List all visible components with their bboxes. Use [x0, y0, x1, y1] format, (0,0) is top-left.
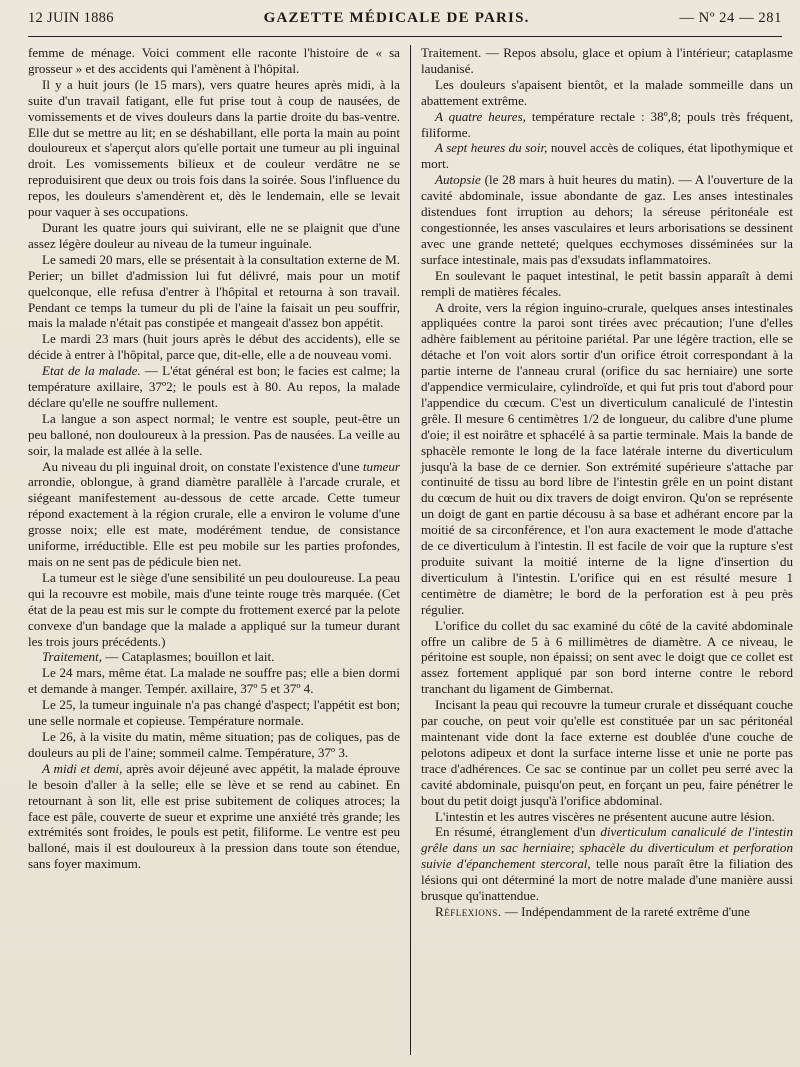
paragraph: A sept heures du soir, nouvel accès de coliques, état lipothymique et mort. [421, 140, 793, 172]
paragraph: En soulevant le paquet intestinal, le petit bassin apparaît à demi rempli de matières fécales. [421, 267, 793, 299]
paragraph: L'intestin et les autres viscères ne présentent aucune autre lésion. [435, 808, 775, 824]
paragraph: femme de ménage. Voici comment elle raconte l'histoire de « sa grosseur » et des accidents qui l'amènent à l'hôpital. [28, 45, 400, 76]
paragraph: Autopsie (le 28 mars à huit heures du matin). — A l'ouverture de la cavité abdominale, issue abondante de gaz. Les anses intestinales distendues font irruption au dehors; la séreuse péritonéale est congestionnée, les anses vasculaires et leurs arborisations se dessinent avec une grande netteté; quelques ecchymoses disséminées sur la surface intestinale, mais pas d'exsudats inflammatoires. [421, 172, 793, 267]
journal-title: GAZETTE MÉDICALE DE PARIS. [263, 10, 530, 26]
paragraph: A midi et demi, après avoir déjeuné avec appétit, la malade éprouve le besoin d'aller à la selle; elle se lève et se rend au cabinet. En retournant à son lit, elle est prise subitement de coliques atroces; la face est pâle, couverte de sueur et exprime une anxiété très grande; les extrémités sont froides, le pouls est petit, filiforme. Le ventre est peu balloné, mais il est douloureux à la pression dans toute son étendue, sans foyer maximum. [28, 760, 400, 872]
heading-italic: Etat de la malade. [42, 363, 141, 379]
paragraph: En résumé, étranglement d'un diverticulum canaliculé de l'intestin grêle dans un sac herniaire; sphacèle du diverticulum et perforation suivie d'épanchement stercoral, telle nous paraît être la filiation des lésions qui ont déterminé la mort de notre malade d'une manière aussi brusque qu'inattendue. [421, 824, 793, 904]
paragraph: Réflexions. — Indépendamment de la rareté extrême d'une [435, 903, 750, 919]
paragraph: Le samedi 20 mars, elle se présentait à la consultation externe de M. Perier; un billet d'admission lui fut délivré, mais pour un motif quelconque, elle refusa d'entrer à l'hôpital et retourna à son travail. Pendant ce temps la tumeur du pli de l'aine la faisait un peu souffrir, mais la malade n'était pas constipée et mangeait d'assez bon appétit. [28, 251, 400, 331]
page-header [28, 10, 782, 32]
paragraph: A droite, vers la région inguino-crurale, quelques anses intestinales appliquées contre la paroi sont tirées avec précaution; l'une d'elles adhère faiblement au péritoine pariétal. Par une légère traction, elle se détache et l'on voit alors sortir d'un orifice étroit correspondant à la partie interne de l'anneau crural (orifice du sac herniaire) une sorte d'appendice vermiculaire, cylindroïde, et qui fut pris tout d'abord pour l'appendice du cœcum. C'est un diverticulum canaliculé de l'intestin grêle. Il mesure 6 centimètres 1/2 de longueur, du calibre d'une plume d'oie; il est noirâtre et sphacélé à sa partie terminale. Mais la bande de sphacèle remonte le long de la face latérale interne du diverticulum jusqu'à la base de ce dernier. Son extrémité supérieure s'attache par continuité de tissu au bord libre de l'intestin grêle en un point distant du cœcum de huit ou dix travers de doigt environ. Qu'on se représente un doigt de gant en partie décousu à sa base et adhérant encore par la moitié de sa circonférence, et l'on aura exactement le mode d'attache de ce diverticulum à l'intestin. Il est facile de voir que la rupture s'est produite suivant la moitié interne de la ligne d'insertion du diverticulum à l'intestin. L'orifice qui en est résulté mesure 1 centimètre de diamètre; le bord de la perforation est à peu près régulier. [421, 299, 793, 617]
paragraph: La langue a son aspect normal; le ventre est souple, peut-être un peu balloné, non douloureux à la pression. Pas de nausées. La veille au soir, la malade est allée à la selle. [28, 410, 400, 458]
text-columns [28, 45, 793, 1055]
paragraph: Traitement, — Cataplasmes; bouillon et lait. [42, 649, 275, 665]
paragraph: Les douleurs s'apaisent bientôt, et la malade sommeille dans un abattement extrême. [421, 76, 793, 108]
paragraph: Le 24 mars, même état. La malade ne souffre pas; elle a bien dormi et demande à manger. Tempér. axillaire, 37º 5 et 37º 4. [28, 665, 400, 697]
paragraph: Durant les quatre jours qui suivirant, elle ne se plaignit que d'une assez légère douleur au niveau de la tumeur inguinale. [28, 219, 400, 251]
paragraph: Traitement. — Repos absolu, glace et opium à l'intérieur; cataplasme laudanisé. [421, 45, 793, 76]
paragraph [28, 363, 400, 411]
paragraph: Le 26, à la visite du matin, même situation; pas de coliques, pas de douleurs au pli de l'aine; sommeil calme. Température, 37º 3. [28, 728, 400, 760]
header-issue-page: — Nº 24 — 281 [679, 10, 782, 26]
paragraph: Au niveau du pli inguinal droit, on constate l'existence d'une tumeur arrondie, oblongue, à grand diamètre parallèle à l'arcade crurale, et siégeant manifestement au-dessous de cette arcade. Cette tumeur répond exactement à la région crurale, elle a environ le volume d'une grosse noix; elle est mate, modérément tendue, de consistance uniforme, irréductible. Elle est peu mobile sur les parties profondes, mais on ne sent pas de pédicule bien net. [28, 458, 400, 569]
paragraph: Le mardi 23 mars (huit jours après le début des accidents), elle se décide à entrer à l'hôpital, parce que, dit-elle, elle a de nouveau vomi. [28, 331, 400, 363]
paragraph: Incisant la peau qui recouvre la tumeur crurale et disséquant couche par couche, on peut voir qu'elle est constituée par un sac péritonéal maintenant vide dont la face externe est doublée d'une couche de pelotons adipeux et dont la surface interne lisse et unie ne porte pas trace d'adhérences. Ce sac se continue par un collet peu serré avec la cavité abdominale, puisqu'on peut, en forçant un peu, faire pénétrer le bout du petit doigt jusqu'à l'orifice abdominal. [421, 697, 793, 808]
heading-italic: Traitement, [42, 649, 103, 665]
left-column [28, 45, 410, 1055]
paragraph: A quatre heures, température rectale : 38º,8; pouls très fréquent, filiforme. [421, 108, 793, 140]
paragraph: Il y a huit jours (le 15 mars), vers quatre heures après midi, à la suite d'un travail fatigant, elle fut prise tout à coup de nausées, de vomissements et de vives douleurs dans la partie droite du bas-ventre. Elle dut se mettre au lit; en se déshabillant, elle porta la main au point douloureux et s'aperçut alors qu'elle portait une tumeur au pli inguinal droit. Les vomissements bilieux et de couleur verdâtre ne se reproduisirent que deux ou trois fois dans la soirée. Sous l'influence du repos, les douleurs s'amendèrent et, dès le lendemain, elle se levait pour vaquer à ses occupations. [28, 76, 400, 220]
heading-italic: A midi et demi, [42, 760, 123, 776]
paragraph-body: — L'état général est bon; le facies est calme; la température axillaire, 37º2; le pouls est à 80. Au repos, la malade déclare qu'elle ne souffre nullement. [28, 363, 400, 410]
header-date: 12 JUIN 1886 [28, 10, 114, 26]
paragraph: Le 25, la tumeur inguinale n'a pas changé d'aspect; l'appétit est bon; une selle normale et copieuse. Température normale. [28, 697, 400, 729]
header-rule [28, 36, 782, 37]
paragraph: La tumeur est le siège d'une sensibilité un peu douloureuse. La peau qui la recouvre est mobile, mais d'une teinte rouge très marquée. (Cet état de la peau est mis sur le compte du frottement exercé par la pelote convexe d'un bandage que la malade a appliqué sur la tumeur durant les trois jours précédents.) [28, 569, 400, 649]
paragraph: L'orifice du collet du sac examiné du côté de la cavité abdominale offre un calibre de 5 à 6 millimètres de diamètre. A ce niveau, le péritoine est souple, non épaissi; on sent avec le doigt que ce collet est assez fortement appliqué par son bord interne contre le rebord tranchant du ligament de Gimbernat. [421, 617, 793, 697]
right-column [411, 45, 793, 1055]
